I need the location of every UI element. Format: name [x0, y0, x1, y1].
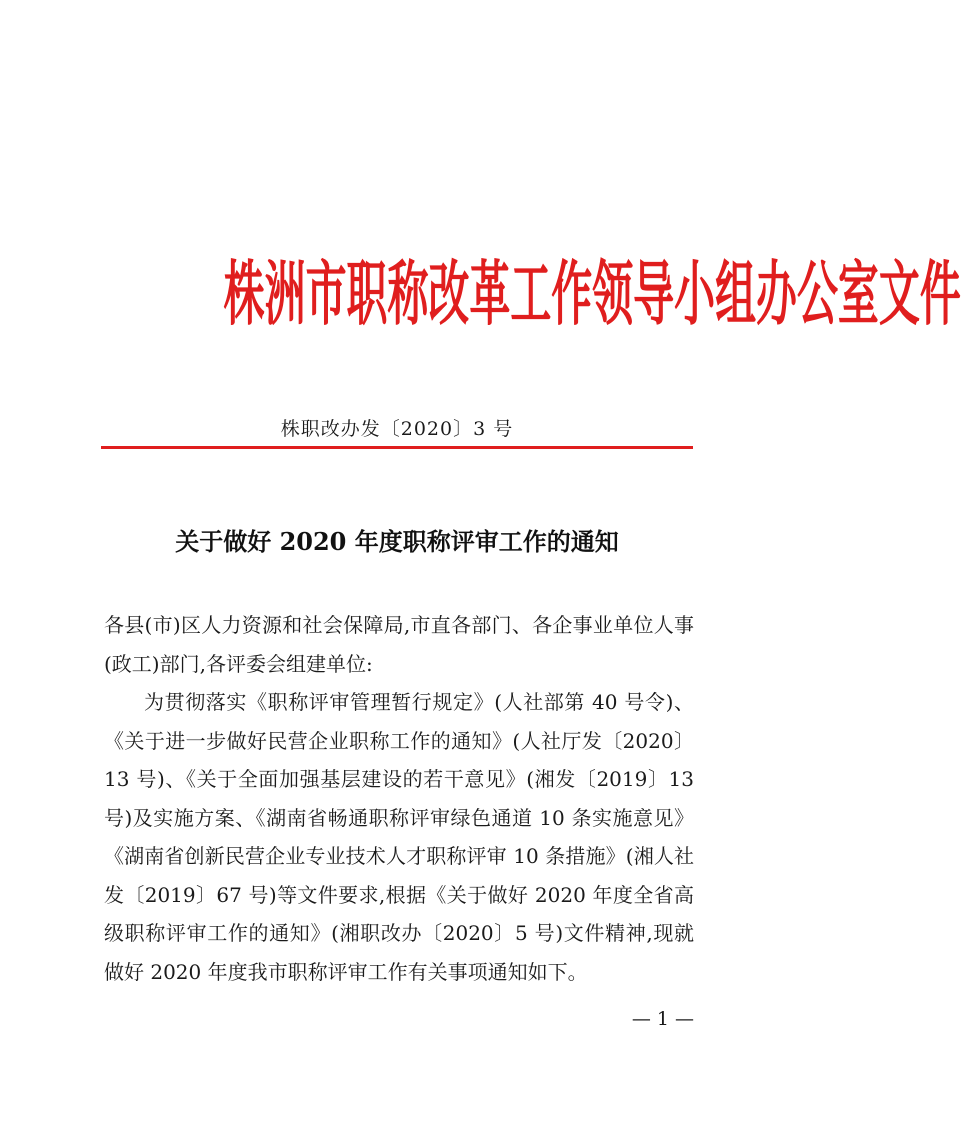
page-number: — 1 — — [631, 1008, 694, 1030]
document-number: 株职改办发〔2020〕3 号 — [280, 418, 514, 440]
notice-title: 关于做好 2020 年度职称评审工作的通知 — [175, 527, 619, 556]
salutation: 各县(市)区人力资源和社会保障局,市直各部门、各企事业单位人事(政工)部门,各评委会组建单位: — [104, 613, 694, 676]
issuing-authority-header: 株洲市职称改革工作领导小组办公室文件 — [223, 252, 961, 335]
body-paragraph: 为贯彻落实《职称评审管理暂行规定》(人社部第 40 号令)、《关于进一步做好民营企业职称工作的通知》(人社厅发〔2020〕13 号)、《关于全面加强基层建设的若干意见》(湘发〔2019〕13 号)及实施方案、《湖南省畅通职称评审绿色通道 10 条实施意见》《湖南省创新民营企业专业技术人才职称评审 10 条措施》(湘人社发〔2019〕67 号)等文件要求,根据《关于做好 2020 年度全省高级职称评审工作的通知》(湘职改办〔2020〕5 号)文件精神,现就做好 2020 年度我市职称评审工作有关事项通知如下。 — [104, 690, 694, 984]
red-separator-line — [101, 446, 693, 449]
notice-body — [104, 606, 694, 991]
